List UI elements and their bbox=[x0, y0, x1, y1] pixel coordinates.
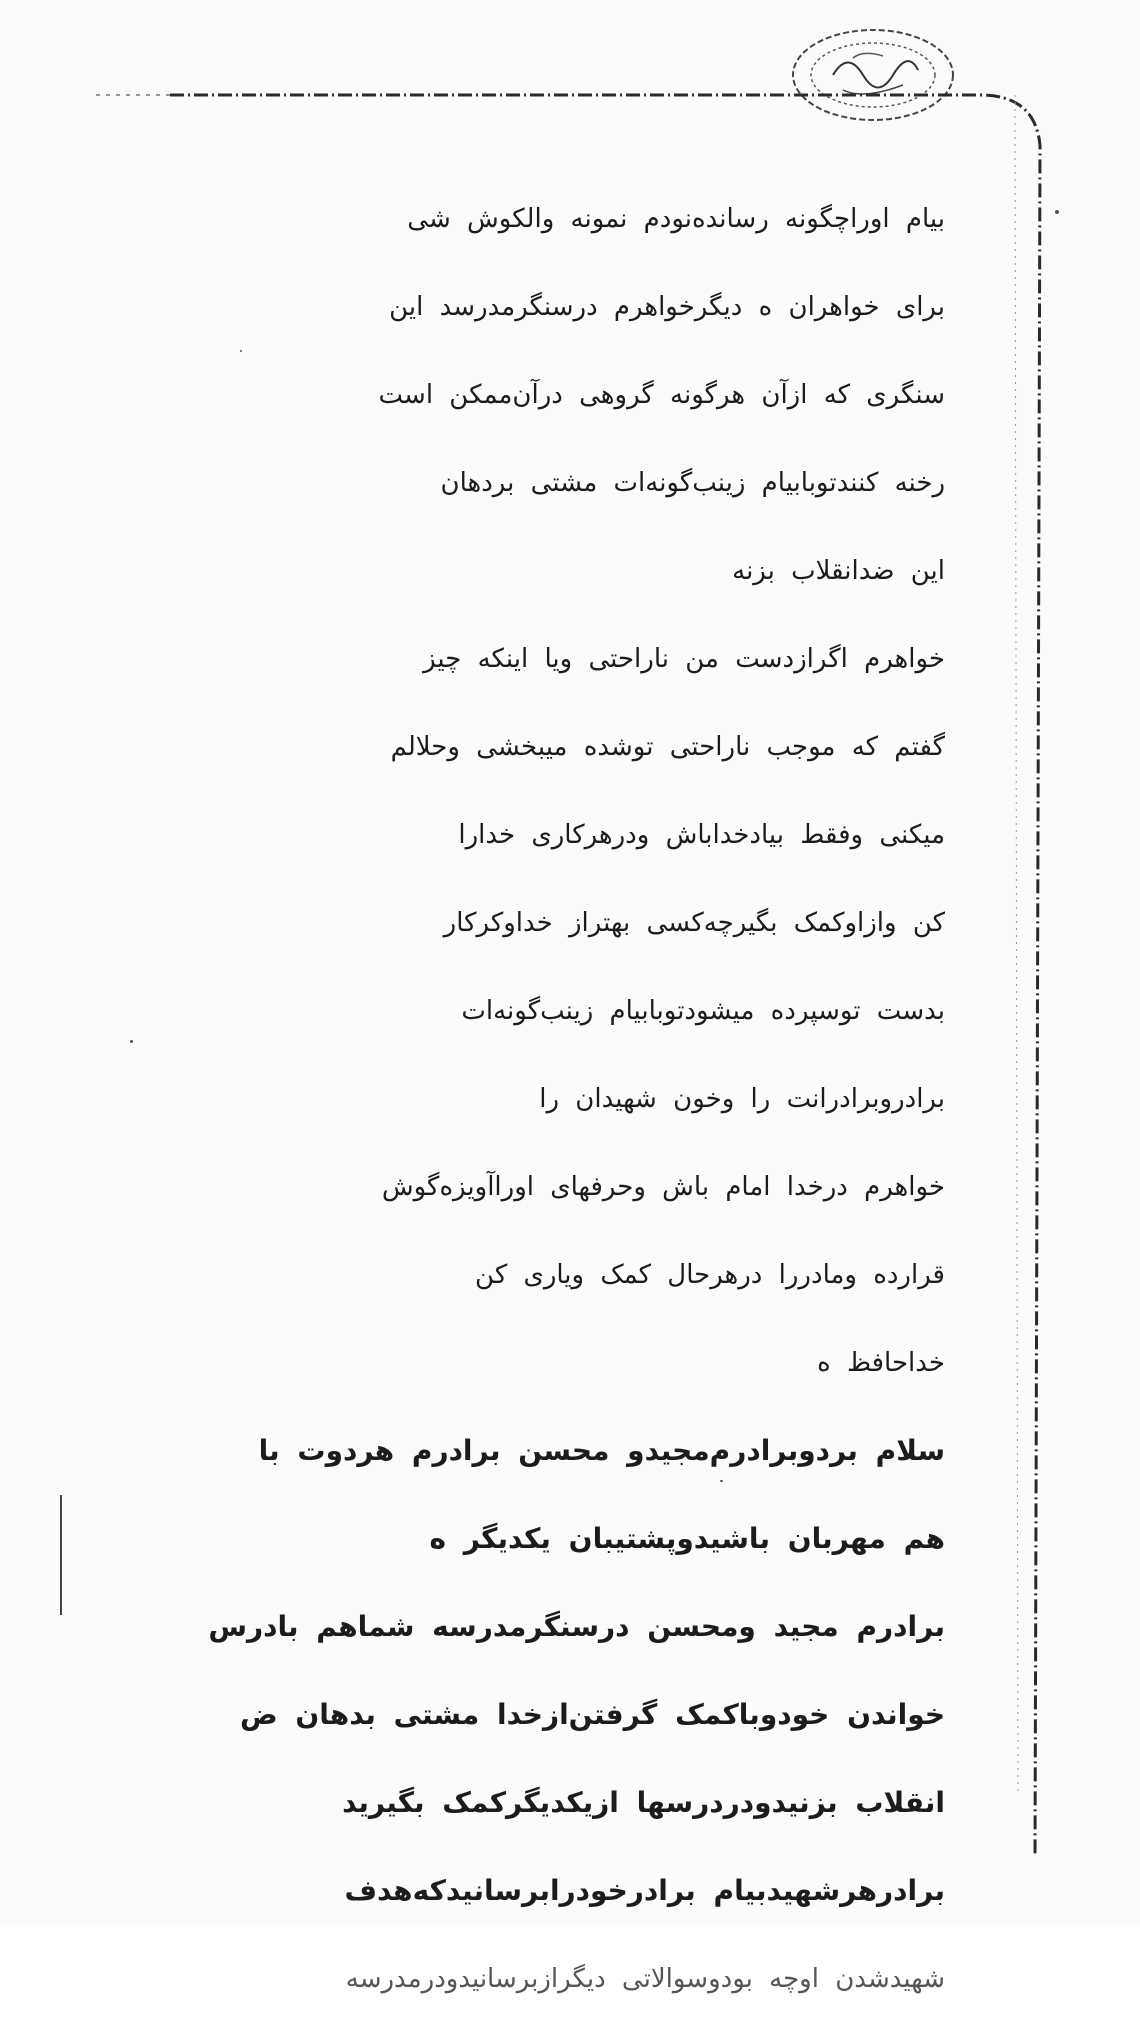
letter-line-text: برادرهرشهیدبیام برادرخودرابرسانیدکه‌هدف bbox=[344, 1874, 945, 1907]
letter-line bbox=[85, 1143, 945, 1231]
letter-line bbox=[85, 879, 945, 967]
letter-line bbox=[85, 1583, 945, 1671]
letter-line-text: برای خواهران ه دیگرخواهرم درسنگرمدرسد این bbox=[389, 292, 945, 322]
letter-line bbox=[85, 791, 945, 879]
letter-line-text: سلام بردوبرادرم‌مجیدو محسن برادرم هردوت با bbox=[258, 1434, 945, 1467]
letter-line bbox=[85, 615, 945, 703]
letter-body bbox=[85, 175, 945, 2023]
letter-line bbox=[85, 1671, 945, 1759]
letter-line-text: بیام اوراچگونه رسانده‌نودم نمونه والکوش شی bbox=[407, 204, 945, 234]
letter-line-text: کن وازاوکمک بگیرچه‌کسی بهتراز خداوکرکار bbox=[443, 908, 945, 938]
letter-line-text: رخنه کنندتوبابیام زینب‌گونه‌ات مشتی بردهان bbox=[440, 468, 945, 498]
letter-line-text: این ضدانقلاب بزنه bbox=[732, 556, 945, 586]
letter-line bbox=[85, 1759, 945, 1847]
letter-line bbox=[85, 1495, 945, 1583]
letter-line bbox=[85, 175, 945, 263]
letter-line bbox=[85, 439, 945, 527]
letter-line-text: خواهرم اگرازدست من ناراحتی ویا اینکه چیز bbox=[423, 644, 945, 674]
letter-line bbox=[85, 1407, 945, 1495]
letter-line bbox=[85, 263, 945, 351]
letter-line bbox=[85, 967, 945, 1055]
letter-line bbox=[85, 527, 945, 615]
letter-line-text: برادرم مجید ومحسن درسنگرمدرسه شماهم بادرس bbox=[208, 1610, 945, 1643]
letter-line bbox=[85, 351, 945, 439]
letter-line-text: گفتم که موجب ناراحتی توشده میبخشی وحلالم bbox=[390, 732, 945, 762]
letter-line-text: انقلاب بزنیدودردرسها ازیکدیگرکمک بگیرید bbox=[342, 1786, 945, 1819]
letter-line-text: سنگری که ازآن هرگونه گروهی درآن‌ممکن است bbox=[378, 380, 945, 410]
letter-line-text: میکنی وفقط بیادخداباش ودرهرکاری خدارا bbox=[458, 820, 945, 850]
letter-line bbox=[85, 1847, 945, 1935]
letter-line-text: قرارده ومادررا درهرحال کمک ویاری کن bbox=[475, 1260, 945, 1290]
letter-line-text: شهیدشدن اوچه بودوسوالاتی دیگرازبرسانیدودرمدرسه bbox=[345, 1964, 945, 1994]
letter-line-text: خداحافظ ه bbox=[817, 1348, 945, 1378]
letter-line bbox=[85, 1055, 945, 1143]
letter-line-text: هم مهربان باشیدوپشتیبان یکدیگر ه bbox=[429, 1522, 945, 1555]
letter-line bbox=[85, 1935, 945, 2023]
letter-line-text: بدست توسپرده میشودتوبابیام زینب‌گونه‌ات bbox=[461, 996, 945, 1026]
letter-line-text: خواهرم درخدا امام باش وحرفهای اوراآویزه‌گوش bbox=[381, 1172, 945, 1202]
letter-line-text: برادروبرادرانت را وخون شهیدان را bbox=[539, 1084, 945, 1114]
letter-line-text: خواندن خودوباکمک گرفتن‌ازخدا مشتی بدهان ض bbox=[239, 1698, 945, 1731]
letter-line bbox=[85, 1231, 945, 1319]
letter-line bbox=[85, 703, 945, 791]
letter-line bbox=[85, 1319, 945, 1407]
scan-speck bbox=[1055, 210, 1059, 214]
